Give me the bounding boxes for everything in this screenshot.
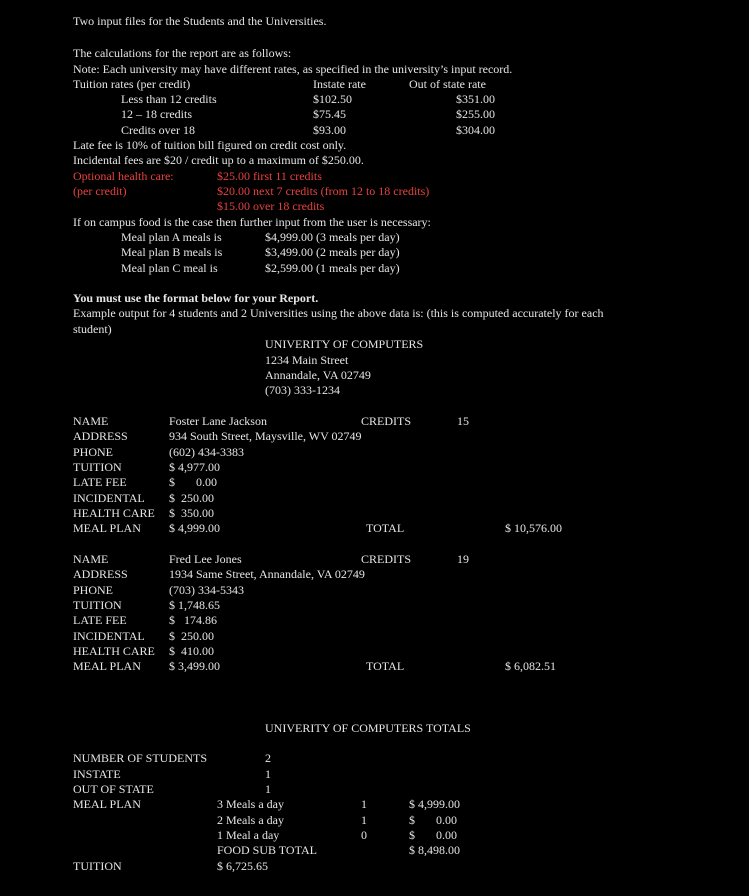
meal-row-label: 2 Meals a day: [217, 813, 284, 827]
totals-meal-plan-label: MEAL PLAN: [73, 797, 141, 811]
meal-row-label: 1 Meal a day: [217, 828, 280, 842]
student-name: Foster Lane Jackson: [169, 414, 267, 428]
meal-row-amount: $ 4,999.00: [409, 797, 460, 811]
student-tuition: $ 1,748.65: [169, 598, 220, 612]
label-health-care: HEALTH CARE: [73, 506, 155, 520]
label-credits: CREDITS: [361, 414, 412, 428]
example-text: Example output for 4 students and 2 Universities using the above data is: (this is computed accurately for each: [73, 306, 604, 320]
label-tuition: TUITION: [73, 460, 122, 474]
student-total: $ 10,576.00: [505, 521, 562, 535]
totals-tuition-value: $ 6,725.65: [217, 859, 268, 873]
student-phone: (602) 434-3383: [169, 445, 244, 459]
late-fee-note: Late fee is 10% of tuition bill figured on credit cost only.: [73, 138, 347, 152]
label-address: ADDRESS: [73, 429, 128, 443]
student-total: $ 6,082.51: [505, 659, 556, 673]
meal-plan-value: $4,999.00 (3 meals per day): [265, 230, 400, 244]
incidental-note: Incidental fees are $20 / credit up to a maximum of $250.00.: [73, 153, 364, 167]
health-label: Optional health care:: [73, 169, 174, 183]
rate-row-label: Credits over 18: [121, 123, 195, 137]
label-tuition: TUITION: [73, 598, 122, 612]
rate-row-instate: $75.45: [313, 107, 346, 121]
label-address: ADDRESS: [73, 567, 128, 581]
food-subtotal-label: FOOD SUB TOTAL: [217, 843, 317, 857]
meal-plan-value: $3,499.00 (2 meals per day): [265, 245, 400, 259]
health-rate: $20.00 next 7 credits (from 12 to 18 credits): [217, 184, 430, 198]
meal-plan-label: Meal plan C meal is: [121, 261, 218, 275]
outstate-header: Out of state rate: [409, 77, 486, 91]
rate-row-instate: $93.00: [313, 123, 346, 137]
health-label-per-credit: (per credit): [73, 184, 127, 198]
meal-plan-value: $2,599.00 (1 meals per day): [265, 261, 400, 275]
outstate-label: OUT OF STATE: [73, 782, 154, 796]
rate-row-instate: $102.50: [313, 92, 352, 106]
label-late-fee: LATE FEE: [73, 613, 127, 627]
note-text: Note: Each university may have different rates, as specified in the university’s input record.: [73, 62, 513, 76]
label-incidental: INCIDENTAL: [73, 491, 145, 505]
label-phone: PHONE: [73, 445, 114, 459]
totals-tuition-label: TUITION: [73, 859, 122, 873]
rate-row-label: 12 – 18 credits: [121, 107, 192, 121]
student-meal-plan: $ 4,999.00: [169, 521, 220, 535]
meal-row-count: 1: [361, 797, 367, 811]
example-text-cont: student): [73, 322, 112, 336]
label-late-fee: LATE FEE: [73, 475, 127, 489]
rate-row-label: Less than 12 credits: [121, 92, 217, 106]
student-address: 934 South Street, Maysville, WV 02749: [169, 429, 362, 443]
student-name: Fred Lee Jones: [169, 552, 242, 566]
university-city: Annandale, VA 02749: [265, 368, 371, 382]
food-subtotal-value: $ 8,498.00: [409, 843, 460, 857]
label-phone: PHONE: [73, 583, 114, 597]
instate-header: Instate rate: [313, 77, 366, 91]
meal-row-amount: $ 0.00: [409, 828, 457, 842]
format-heading: You must use the format below for your Report.: [73, 291, 319, 305]
label-total: TOTAL: [366, 521, 405, 535]
label-name: NAME: [73, 414, 109, 428]
student-late-fee: $ 0.00: [169, 475, 217, 489]
outstate-value: 1: [265, 782, 271, 796]
instate-value: 1: [265, 767, 271, 781]
meal-plan-label: Meal plan B meals is: [121, 245, 223, 259]
rate-row-outstate: $255.00: [456, 107, 495, 121]
label-incidental: INCIDENTAL: [73, 629, 145, 643]
student-health-care: $ 410.00: [169, 644, 214, 658]
label-total: TOTAL: [366, 659, 405, 673]
university-phone: (703) 333-1234: [265, 383, 340, 397]
num-students-label: NUMBER OF STUDENTS: [73, 751, 208, 765]
label-credits: CREDITS: [361, 552, 412, 566]
meal-row-count: 0: [361, 828, 367, 842]
totals-heading: UNIVERITY OF COMPUTERS TOTALS: [265, 721, 471, 735]
student-incidental: $ 250.00: [169, 629, 214, 643]
food-note: If on campus food is the case then further input from the user is necessary:: [73, 215, 431, 229]
label-meal-plan: MEAL PLAN: [73, 521, 141, 535]
tuition-rates-label: Tuition rates (per credit): [73, 77, 191, 91]
university-street: 1234 Main Street: [265, 353, 349, 367]
num-students-value: 2: [265, 751, 271, 765]
meal-plan-label: Meal plan A meals is: [121, 230, 222, 244]
label-health-care: HEALTH CARE: [73, 644, 155, 658]
health-rate: $25.00 first 11 credits: [217, 169, 322, 183]
label-name: NAME: [73, 552, 109, 566]
student-credits: 19: [457, 552, 469, 566]
rate-row-outstate: $351.00: [456, 92, 495, 106]
student-credits: 15: [457, 414, 469, 428]
meal-row-label: 3 Meals a day: [217, 797, 284, 811]
health-rate: $15.00 over 18 credits: [217, 199, 325, 213]
label-meal-plan: MEAL PLAN: [73, 659, 141, 673]
calc-heading: The calculations for the report are as follows:: [73, 46, 292, 60]
student-phone: (703) 334-5343: [169, 583, 244, 597]
instate-label: INSTATE: [73, 767, 121, 781]
student-health-care: $ 350.00: [169, 506, 214, 520]
student-late-fee: $ 174.86: [169, 613, 217, 627]
student-tuition: $ 4,977.00: [169, 460, 220, 474]
rate-row-outstate: $304.00: [456, 123, 495, 137]
student-meal-plan: $ 3,499.00: [169, 659, 220, 673]
student-address: 1934 Same Street, Annandale, VA 02749: [169, 567, 365, 581]
university-name: UNIVERITY OF COMPUTERS: [265, 337, 424, 351]
meal-row-count: 1: [361, 813, 367, 827]
intro-text: Two input files for the Students and the Universities.: [73, 14, 327, 28]
student-incidental: $ 250.00: [169, 491, 214, 505]
meal-row-amount: $ 0.00: [409, 813, 457, 827]
